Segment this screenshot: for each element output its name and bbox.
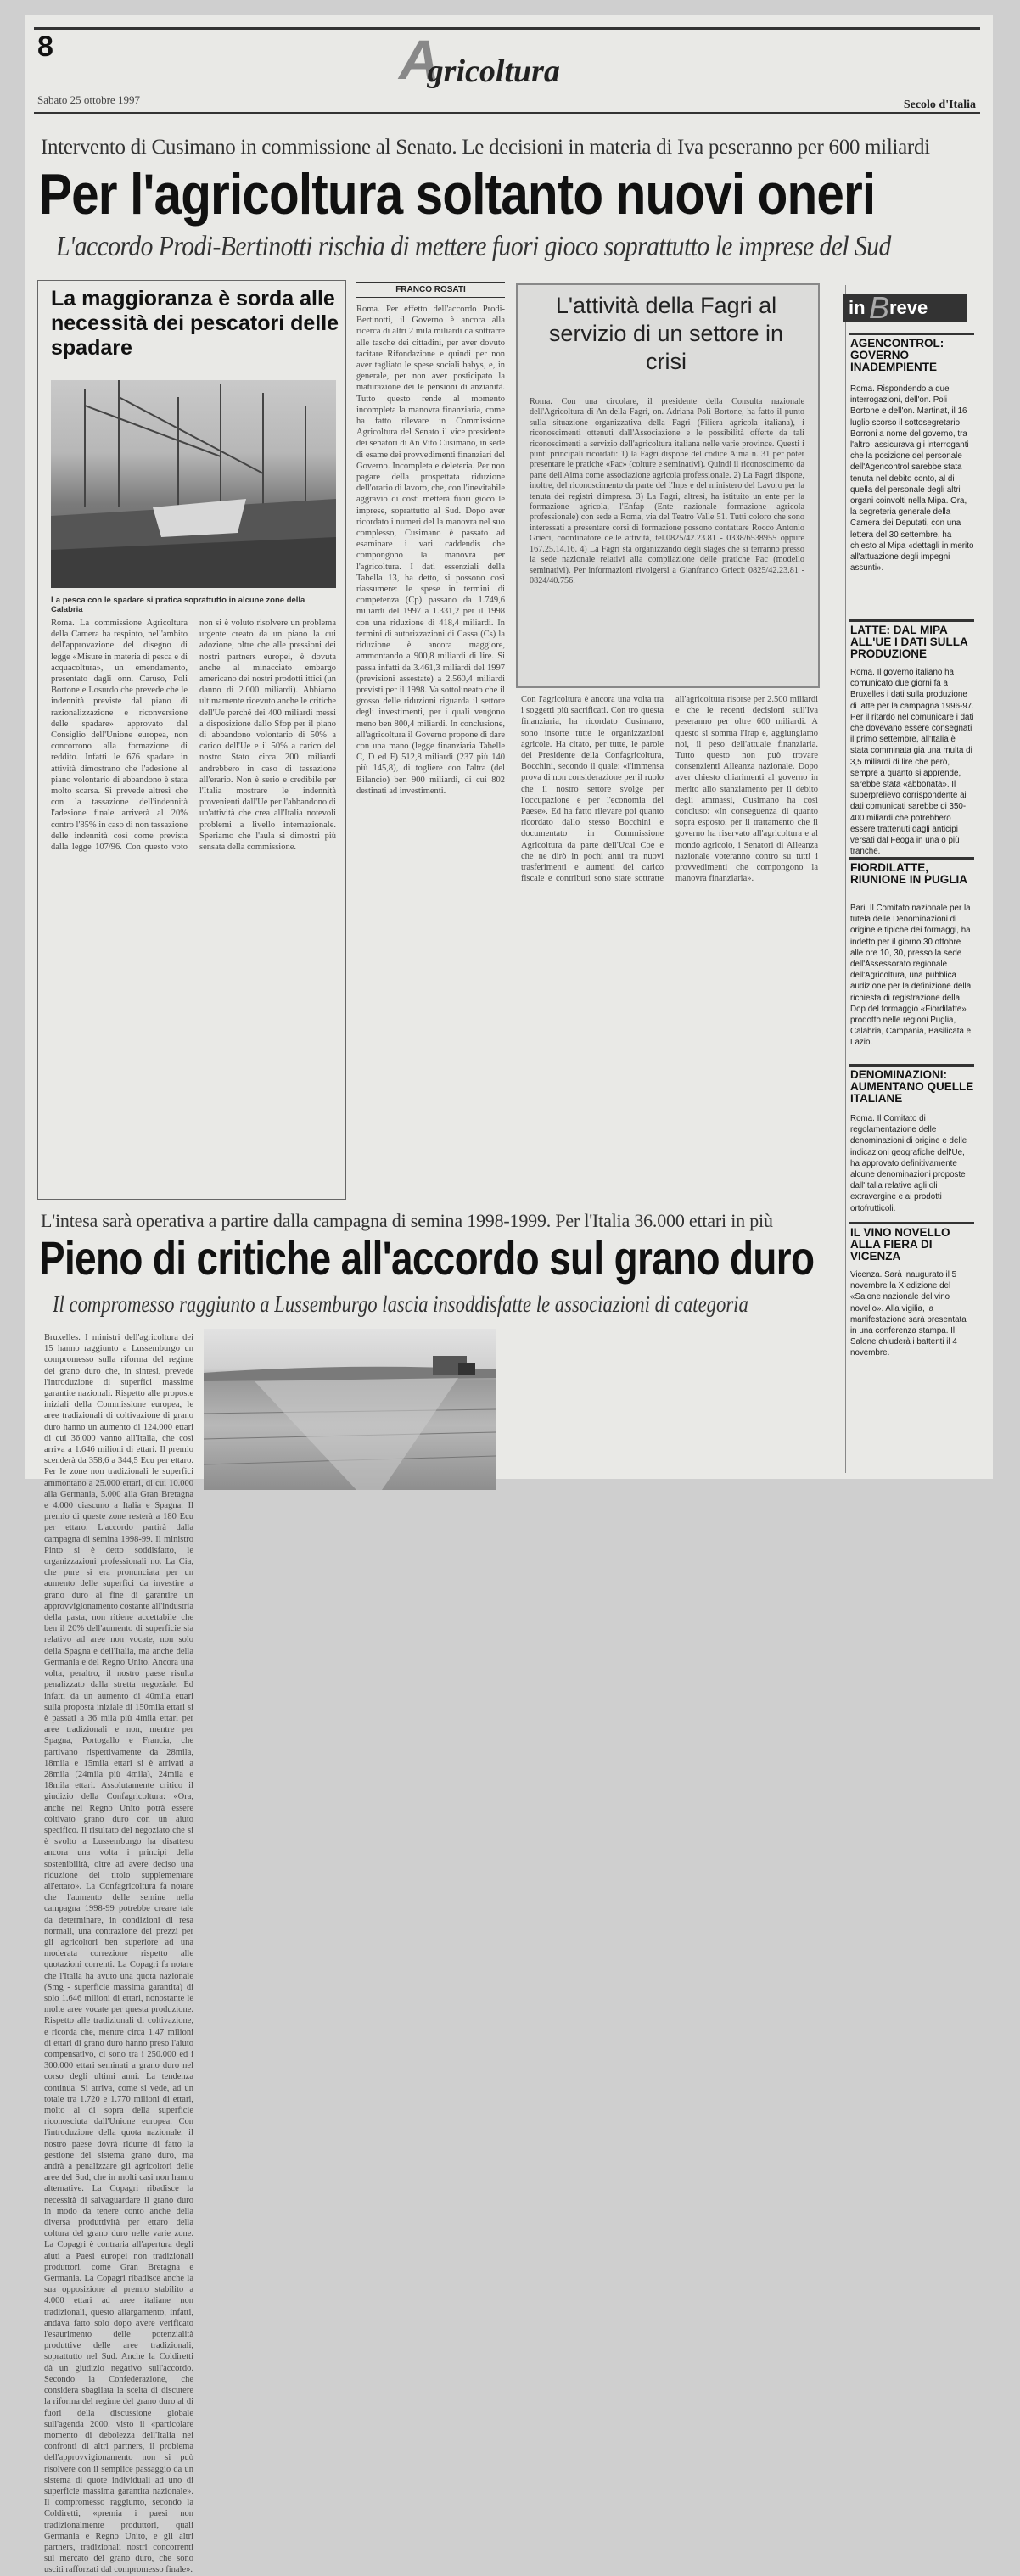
brief-title: DENOMINAZIONI: AUMENTANO QUELLE ITALIANE xyxy=(850,1068,974,1105)
fishermen-body: Roma. La commissione Agricoltura della Camera ha respinto, nell'ambito dell'approvazione del disegno di legge «Misure in materia di pesca e di acquacoltura», un emendamento, presentato dagli onn. Caruso, Poli Bortone e Losurdo che prevede che le indennità previste dal piano di razionalizzazione e riconversione delle spadare» approvato dal Consiglio dell'Unione europea, non concorrono alla formazione di reddito. Infatti le 676 spadare in attività dimostrano che l'adesione al piano volontario di abbandono è stata molto scarsa. Si prevede altresì che con la tassazione dell'indennità l'adesione finale arriverà al 20% contro l'85% in caso di non tassazione delle indennità così come prevista dalla legge 107/96. Con questo voto non si è voluto risolvere un problema urgente creato da un piano la cui adozione, oltre che alle pressioni dei nostri partners europei, è dovuta anche al minacciato embargo americano dei nostri prodotti ittici (un danno di 2.000 miliardi). Abbiamo ultimamente ricevuto anche le critiche dell'Ue perché dei 400 miliardi messi a disposizione dallo Sfop per il piano di abbandono volontario di 50% a carico dell'Ue e il 50% a carico del nostro Stato circa 200 miliardi andrebbero in caso di tassazione all'erario. Non è serio e credibile per l'Italia mostrare le indennità provenienti dall'Ue per l'abbandono di un'attività che crea all'Italia notevoli problemi a livello internazionale. Speriamo che l'aula si dimostri più sensata della commissione. xyxy=(51,619,336,853)
lead-body-continued: Con l'agricoltura è ancora una volta tra i soggetti più sacrificati. Con tro questa finanziaria, ha ricordato Cusimano, sono insorte tutte le organizzazioni agricole. Ha citato, per tutte, le parole del Presidente della Confagricoltura, Bocchini, secondo il quale: «l'immensa prova di non considerazione per il ruolo che il nostro settore svolge per l'occupazione e per l'economia del Paese». Ed ha fatto rilevare poi quanto ricordato dallo stesso Bocchini e documentato in Commissione Agricoltura da parte dell'Ucal Coe e che ne dirò in pochi anni tra nuovi trasferimenti e aumenti del carico fiscale e contributi sono state sottratte all'agricoltura risorse per 2.500 miliardi e che le recenti decisioni sull'Iva peseranno per oltre 600 miliardi. A questo si somma l'Irap e, aggiungiamo noi, il peso dell'attuale finanziaria. Tutto questo non può trovare consenzienti Alleanza nazionale. Dopo aver chiesto chiarimenti al governo in merito allo stanziamento per il debito degli ammassi, Cusimano ha così concluso: «In conseguenza di quanto sopra esposto, per il trattamento che il governo ha riservato all'agricoltura e al mondo agricolo, i Senatori di Alleanza nazionale voteranno contro su tutti i provvedimenti che compongono la manovra finanziaria». xyxy=(521,695,818,884)
fishermen-caption: La pesca con le spadare si pratica soprattutto in alcune zone della Calabria xyxy=(51,596,305,614)
grain-headline: Pieno di critiche all'accordo sul grano duro xyxy=(39,1231,815,1285)
grain-kicker: L'intesa sarà operativa a partire dalla campagna di semina 1998-1999. Per l'Italia 36.000 ettari in più xyxy=(41,1210,773,1231)
sidebar-label-in: in xyxy=(849,297,866,318)
issue-date: Sabato 25 ottobre 1997 xyxy=(37,93,140,106)
fagri-title: L'attività della Fagri al servizio di un settore in crisi xyxy=(548,293,784,374)
byline-rule xyxy=(356,282,505,283)
section-title xyxy=(399,28,572,91)
brief-title: LATTE: DAL MIPA ALL'UE I DATI SULLA PRODUZIONE xyxy=(850,624,968,660)
byline-rule-2 xyxy=(356,297,505,298)
lead-kicker: Intervento di Cusimano in commissione al Senato. Le decisioni in materia di Iva peseranno per 600 miliardi xyxy=(41,136,930,159)
grain-subheadline: Il compromesso raggiunto a Lussemburgo lascia insoddisfatte le associazioni di categoria xyxy=(53,1291,748,1317)
brief-body: Roma. Rispondendo a due interrogazioni, dell'on. Poli Bortone e dell'on. Martinat, il 16 luglio scorso il sottosegretario Borroni a nome del governo, tra l'altro, assicurava gli interroganti che la posizione del personale dell'Agencontrol sarebbe stata tenuta nel debito conto, al di quella del personale degli altri organi coinvolti nella Mipa. Ora, la segreteria generale della Camera dei Deputati, con una lettera del 30 settembre, ha chiesto al Mipa «dettagli in merito all'attuazione degli impegni assunti». xyxy=(850,384,974,574)
brief-rule-3 xyxy=(849,857,974,860)
boats-illustration xyxy=(51,380,336,588)
brief-body: Vicenza. Sarà inaugurato il 5 novembre la X edizione del «Salone nazionale del vino novello». Alla vigilia, la manifestazione sarà presentata in una conferenza stampa. Il Salone chiuderà i battenti il 4 novembre. xyxy=(850,1270,967,1358)
brief-body: Roma. Il Comitato di regolamentazione delle denominazioni di origine e delle indicazioni geografiche dell'Ue, ha approvato definitivamente alcune denominazioni proposte dall'Italia relative agli oli extravergine e ai prodotti ortofrutticoli. xyxy=(850,1114,967,1213)
wheat-field-photo xyxy=(204,1329,496,1490)
fishing-boats-photo xyxy=(51,380,336,588)
brief-title: IL VINO NOVELLO ALLA FIERA DI VICENZA xyxy=(850,1226,950,1263)
brief-body: Roma. Il governo italiano ha comunicato due giorni fa a Bruxelles i dati sulla produzione di latte per la campagna 1996-97. Per il ritardo nel comunicare i dati che dovevano essere consegnati il primo settembre, all'Italia è stata comminata già una multa di 3,5 miliardi di lire che però, sempre a quanto si apprende, sarebbe stata «abbonata». Il superprelievo corrispondente ai dati comunicati sarebbe di 350-400 miliardi che potrebbero essere trattenuti dagli anticipi versati dal Feoga in una o più tranche. xyxy=(850,668,974,857)
lead-subheadline: L'accordo Prodi-Bertinotti rischia di mettere fuori gioco soprattutto le imprese del Sud xyxy=(56,231,891,262)
header-rule xyxy=(34,112,980,114)
wheat-illustration xyxy=(204,1329,496,1490)
brief-title: AGENCONTROL: GOVERNO INADEMPIENTE xyxy=(850,337,944,373)
section-initial: A xyxy=(399,28,440,91)
brief-rule-2 xyxy=(849,619,974,622)
lead-body: Roma. Per effetto dell'accordo Prodi-Bertinotti, il Governo è ancora alla ricerca di altri 2 mila miliardi da sottrarre alle tasche dei cittadini, per aver dovuto tacitare Rifondazione e quindi per non aver tagliato le spese sociali babys, e, in generale, per non aver posticipato la maturazione dei le pensioni di anzianità. Tutto questo rende al momento incompleta la manovra finanziaria, come ha fatto rilevare in Commissione Agricoltura del Senato il vice presidente dei senatori di An Vito Cusimano, in sede di esame dei provvedimenti finanziari del Governo. Incompleta e deleteria. Per non pagare della prospettata riduzione dell'orario di lavoro, che, con l'inevitabile aggravio di costi metterà fuori gioco le imprese, soprattutto al Sud. Dopo aver ricordato i numeri del la manovra nel suo complesso, Cusimano è passato ad esaminare i vari caddendis che compongono la manovra per l'agricoltura. I dati essenziali della Tabella 13, ha detto, si possono così riassumere: le spese in termini di competenza (Cp) passano da 1.749,6 miliardi del 1997 a 1.331,2 per il 1998 con una riduzione di 418,4 miliardi. In termini di autorizzazioni di Cassa (Cs) la riduzione è ancora maggiore, ammontando a 900,8 miliardi di lire. Si passa infatti da 3.461,3 miliardi del 1997 (previsioni assestate) a 2.560,4 miliardi previsti per il 1998. Va sottolineato che il grosso delle riduzioni riguarda il settore degli investimenti, per i quali vengono meno ben 800,4 miliardi. In conclusione, all'agricoltura il Governo propone di dare con una mano (legge finanziaria Tabelle C, D ed F) 512,8 miliardi (237 più 140 più 145,8), di togliere con l'altra (del Bilancio) ben 900 miliardi, di cui 802 destinati ad investimenti. xyxy=(356,305,505,796)
newspaper-name: Secolo d'Italia xyxy=(903,98,976,111)
section-rest: gricoltura xyxy=(427,53,560,89)
top-rule xyxy=(34,27,980,30)
brief-rule-1 xyxy=(849,333,974,335)
sidebar-rule xyxy=(845,285,846,1473)
sidebar-label-b: B xyxy=(869,290,890,325)
brief-rule-4 xyxy=(849,1064,974,1067)
sidebar-label-reve: reve xyxy=(889,297,928,318)
sidebar-header xyxy=(843,290,967,325)
grain-body: Bruxelles. I ministri dell'agricoltura dei 15 hanno raggiunto a Lussemburgo un compromesso sulla riforma del regime del grano duro che, in sintesi, prevede l'introduzione di superfici massime garantite nazionali. Rispetto alle proposte iniziali della Commissione europea, le aree tradizionali di coltivazione di grano duro hanno un aumento di 124.000 ettari di cui 36.000 vanno all'Italia, che così arriva a 1.646 milioni di ettari. Il premio scenderà da 358,6 a 344,5 Ecu per ettaro. Per le zone non tradizionali le superfici ammontano a 25.000 ettari, di cui 10.000 alla Germania, 5.000 alla Gran Bretagna e 4.000 ciascuno a Italia e Spagna. Il premio di queste zone resterà a 180 Ecu per ettaro. L'accordo partirà dalla campagna di semina 1998-99. Il ministro Pinto si è detto soddisfatto, le organizzazioni professionali no. La Cia, che pure si era pronunciata per un aumento delle superfici da investire a grano duro al fine di garantire un approvvigionamento costante all'industria della pasta, non ritiene accettabile che ben il 20% dell'aumento di superficie sia relativo ad aree non vocate, non solo della Spagna e dell'Italia, ma anche della Germania e del Regno Unito. Ancora una volta, peraltro, il nostro paese risulta penalizzato dalla stretta negoziale. Ed infatti da un aumento di 40mila ettari sulla proposta iniziale di 150mila ettari si è passati a 36 mila più 4mila ettari per aree tradizionali e non, mentre per Spagna, Portogallo e Francia, che partivano rispettivamente da 28mila, 18mila e 15mila ettari si è arrivati a 28mila (24mila più 4mila), 24mila e 18mila ettari. Assolutamente critico il giudizio della Confagricoltura: «Ora, anche nel Regno Unito potrà essere coltivato grano duro con un aiuto specifico. Il risultato del negoziato che si è svolto a Lussemburgo ha disatteso ancora una volta i principi della sostenibilità, oltre ad avere deciso una riduzione del titolo supplementare all'ettaro». La Confagricoltura fa notare che l'aumento delle semine nella campagna 1998-99 potrebbe creare tale da determinare, in condizioni di resa normali, una contrazione dei prezzi per gli agricoltori ben superiore ad una moderata correzione rispetto alle quotazioni correnti. La Copagri fa notare che l'Italia ha avuto una quota nazionale (Smg - superficie massima garantita) di solo 1.646 milioni di ettari, nonostante le molte aree vocate per questa produzione. Rispetto alle tradizionali di coltivazione, e ricorda che, mentre circa 1,47 milioni di ettari di grano duro hanno preso l'aiuto compensativo, ci sono tra i 250.000 ed i 300.000 ettari seminati a grano duro nel corso degli ultimi anni. La tendenza continua. Si arriva, come si vede, ad un totale tra 1.720 e 1.770 milioni di ettari, molto al di sopra della superficie riconosciuta dall'Unione europea. Con l'introduzione della quota nazionale, il nostro paese dovrà ridurre di fatto la gestione del sistema grano duro, ma andrà a penalizzare gli agricoltori delle aree del Sud, che in molti casi non hanno alternative. La Copagri ribadisce la necessità di salvaguardare il grano duro in modo da tenere conto anche della diversa produttività per ettaro della coltura del grano duro nelle varie zone. La Copagri è contraria all'apertura degli aiuti a Paesi europei non tradizionali produttori, come Gran Bretagna e Germania. La Copagri ribadisce anche la sua opposizione al premio stabilito a 4.000 ettari ad aree italiane non tradizionali, questo allargamento, infatti, andava fatto solo dopo avere verificato l'esaurimento delle potenzialità produttive delle aree tradizionali, soprattutto nel Sud. Anche la Coldiretti dà un giudizio negativo sull'accordo. Secondo la Confederazione, che considera sbagliata la scelta di discutere la riforma del regime del grano duro al di fuori della discussione globale sull'agenda 2000, visto il «particolare momento di debolezza dell'Italia nei confronti di altri partners, il problema dell'approvvigionamento non si può risolvere con il semplice passaggio da un sistema di quote individuali ad uno di superficie massima garantita nazionale». Il compromesso raggiunto, secondo la Coldiretti, «premia i paesi non tradizionalmente produttori, quali Germania e Regno Unito, e gli altri partners, tradizionali nostri concorrenti sul mercato del grano duro, che sono usciti rafforzati dal compromesso finale». xyxy=(44,1333,193,2575)
lead-headline: Per l'agricoltura soltanto nuovi oneri xyxy=(39,162,876,227)
lead-byline: FRANCO ROSATI xyxy=(395,285,466,294)
fagri-body: Roma. Con una circolare, il presidente della Consulta nazionale dell'Agricoltura di An della Fagri, on. Adriana Poli Bortone, ha fatto il punto sulla situazione organizzativa della Fagri (Filiera agricola italiana), i riconoscimenti ottenuti dall'Associazione e le possibilità offerte da tali riconoscimenti a servizio dell'agricoltura italiana nelle varie province. Questi i punti principali ricordati: 1) la Fagri dispone del codice Aima n. 31 per poter presentare le pratiche «Pac» (colture e seminativi). Quindi il riconoscimento da parte dell'Aima come associazione agricola professionale. 2) La Fagri dispone, inoltre, del riconoscimento da parte del l'Inps e del ministero del Lavoro per la tenuta dei registri d'impresa. 3) La Fagri, altresì, ha istituito un ente per la formazione agricola, l'Enfap (Ente nazionale formazione agricola professionale) con sede a Roma, via del Teatro Valle 51. Tutti coloro che sono interessati a presentare corsi di formazione possono contattare Rocco Antonio Grieci, coordinatore delle attività, tel.0825/42.23.81 - 0338/6538955 oppure 167.25.14.16. 4) La Fagri sta organizzando degli stages che si terranno presso la sede nazionale relativi alla compilazione delle pratiche Pac (modello seminativi). Per informazioni rivolgersi a Gianfranco Grieci: 0825/42.23.81 - 0824/40.756. xyxy=(530,397,804,585)
brief-body: Bari. Il Comitato nazionale per la tutela delle Denominazioni di origine e tipiche dei formaggi, ha indetto per il giorno 30 ottobre alle ore 10, 30, presso la sede dell'Assessorato regionale dell'Agricoltura, una pubblica audizione per la definizione della richiesta di registrazione della Dop del formaggio «Fiordilatte» prodotto nelle regioni Puglia, Calabria, Campania, Basilicata e Lazio. xyxy=(850,904,972,1048)
page-number: 8 xyxy=(37,31,53,63)
brief-title: FIORDILATTE, RIUNIONE IN PUGLIA xyxy=(850,861,968,886)
brief-rule-5 xyxy=(849,1222,974,1224)
fishermen-title: La maggioranza è sorda alle necessità dei pescatori delle spadare xyxy=(51,287,339,360)
